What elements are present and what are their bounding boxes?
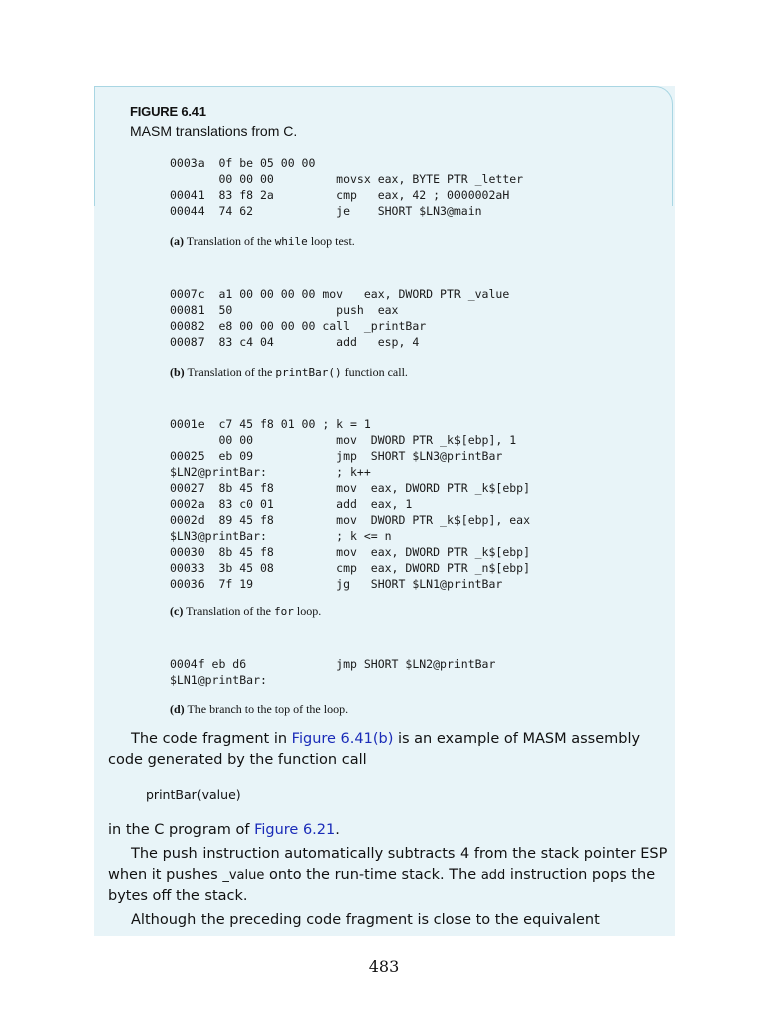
subcaption-d	[170, 702, 348, 717]
subcaption-tag: (c)	[170, 604, 184, 618]
subcaption-code: printBar()	[275, 366, 342, 379]
paragraph-1	[108, 729, 668, 771]
page-number: 483	[368, 957, 400, 976]
subcaption-a	[170, 234, 355, 249]
function-call-example: printBar(value)	[146, 787, 241, 802]
figure-caption: MASM translations from C.	[130, 123, 298, 139]
paragraph-text: in the C program of	[108, 822, 255, 838]
subcaption-text: Translation of the	[187, 365, 276, 379]
subcaption-code: for	[274, 605, 294, 618]
paragraph-text: onto the run-time stack. The	[264, 867, 481, 883]
subcaption-text: The branch to the top of the loop.	[187, 702, 349, 716]
code-block-c: 0001e c7 45 f8 01 00 ; k = 1 00 00 mov DWORD PTR _k$[ebp], 1 00025 eb 09 jmp SHORT $LN3@printBar $LN2@printBar: ; k++ 00027 8b 45 f8 mov eax, DWORD PTR _k$[ebp] 0002a 83 c0 01 add eax, 1 0002d 89 45 f8 mov DWORD PTR _k$[ebp], eax $LN3@printBar: ; k <= n 00030 8b 45 f8 mov eax, DWORD PTR _k$[ebp] 00033 3b 45 08 cmp eax, DWORD PTR _n$[ebp] 00036 7f 19 jg SHORT $LN1@printBar	[170, 417, 531, 591]
subcaption-text: loop.	[293, 604, 322, 618]
code-block-b: 0007c a1 00 00 00 00 mov eax, DWORD PTR _value 00081 50 push eax 00082 e8 00 00 00 00 call _printBar 00087 83 c4 04 add esp, 4	[170, 287, 510, 349]
paragraph-text: .	[335, 822, 340, 838]
paragraph-text: instruction automatically subtracts 4 from the stack pointer ESP when it pushes	[108, 846, 668, 883]
subcaption-text: loop test.	[307, 234, 355, 248]
code-block-d: 0004f eb d6 jmp SHORT $LN2@printBar $LN1@printBar:	[170, 657, 496, 687]
figure-label: FIGURE 6.41	[130, 104, 206, 119]
inline-code-value: _value	[222, 868, 265, 883]
subcaption-b	[170, 365, 408, 380]
subcaption-text: Translation of the	[186, 604, 275, 618]
subcaption-text: function call.	[341, 365, 408, 379]
paragraph-text: The code fragment in	[131, 731, 292, 747]
paragraph-3	[108, 844, 668, 907]
figure-link-6-41b[interactable]: Figure 6.41(b)	[291, 731, 394, 747]
paragraph-2	[108, 820, 668, 841]
code-block-a: 0003a 0f be 05 00 00 00 00 00 movsx eax, BYTE PTR _letter 00041 83 f8 2a cmp eax, 42 ; 0000002aH 00044 74 62 je SHORT $LN3@main	[170, 156, 524, 218]
paragraph-text: is an example of MASM assembly code generated by the function call	[108, 731, 641, 768]
subcaption-text: Translation of the	[186, 234, 275, 248]
figure-link-6-21[interactable]: Figure 6.21	[254, 822, 336, 838]
paragraph-text: instruction pops the bytes off the stack.	[108, 867, 656, 904]
subcaption-tag: (d)	[170, 702, 185, 716]
paragraph-text: The	[131, 846, 163, 862]
subcaption-c	[170, 604, 321, 619]
subcaption-tag: (a)	[170, 234, 184, 248]
subcaption-tag: (b)	[170, 365, 185, 379]
paragraph-4: Although the preceding code fragment is close to the equivalent	[131, 912, 600, 928]
inline-code-push: push	[162, 846, 198, 862]
inline-code-add: add	[480, 868, 506, 883]
subcaption-code: while	[274, 235, 308, 248]
